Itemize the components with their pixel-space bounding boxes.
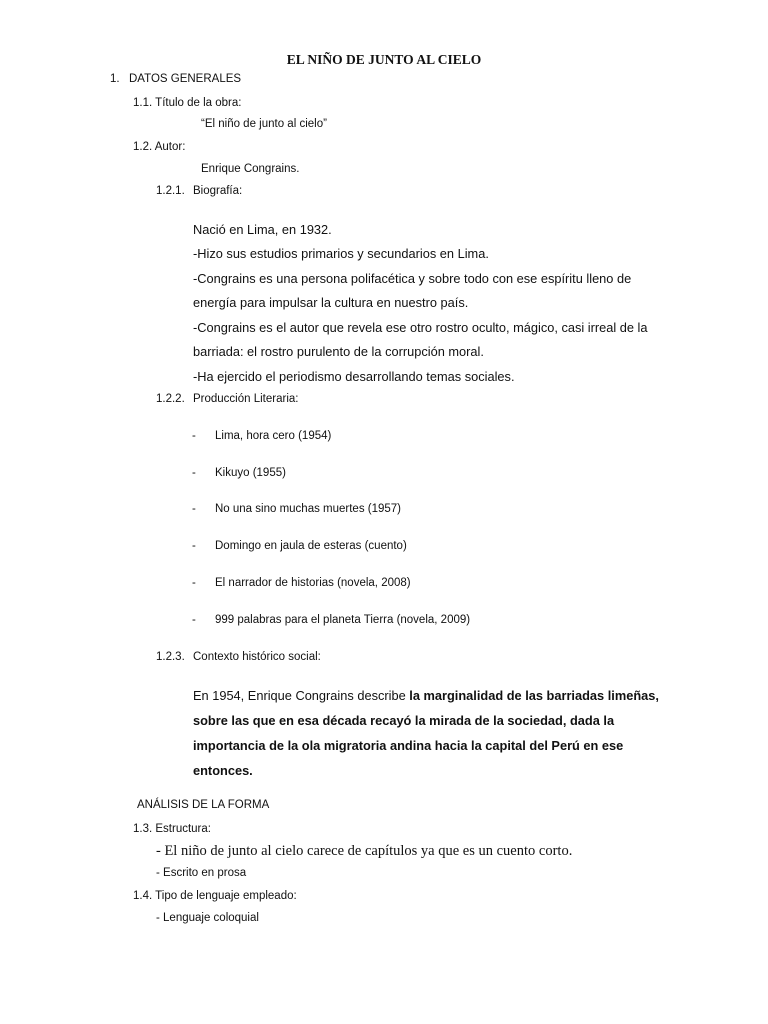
- section-1-2-1-number: 1.2.1.: [156, 185, 185, 197]
- language-type-line: - Lenguaje coloquial: [156, 912, 259, 924]
- context-paragraph-line: sobre las que en esa década recayó la mirada de la sociedad, dada la: [193, 713, 615, 728]
- biography-line: barriada: el rostro purulento de la corrupción moral.: [193, 344, 484, 359]
- biography-line: -Congrains es una persona polifacética y sobre todo con ese espíritu lleno de: [193, 271, 632, 286]
- section-1-4-heading: 1.4. Tipo de lenguaje empleado:: [133, 890, 297, 902]
- list-bullet: -: [192, 503, 196, 515]
- author-value: Enrique Congrains.: [201, 163, 300, 175]
- section-1-number: 1.: [110, 73, 120, 85]
- biography-line: Nació en Lima, en 1932.: [193, 222, 332, 237]
- list-bullet: -: [192, 614, 196, 626]
- publication-item: Lima, hora cero (1954): [215, 430, 332, 442]
- publication-item: Kikuyo (1955): [215, 467, 286, 479]
- biography-line: -Congrains es el autor que revela ese otro rostro oculto, mágico, casi irreal de la: [193, 320, 648, 335]
- list-bullet: -: [192, 467, 196, 479]
- list-bullet: -: [192, 430, 196, 442]
- context-paragraph-line: entonces.: [193, 763, 253, 778]
- section-1-2-3-heading: Contexto histórico social:: [193, 651, 321, 663]
- context-emphasis: la marginalidad de las barriadas limeñas,: [409, 688, 659, 703]
- list-bullet: -: [192, 577, 196, 589]
- publication-item: 999 palabras para el planeta Tierra (novela, 2009): [215, 614, 471, 626]
- section-1-heading: DATOS GENERALES: [129, 73, 242, 85]
- section-1-2-1-heading: Biografía:: [193, 185, 243, 197]
- biography-line: energía para impulsar la cultura en nuestro país.: [193, 295, 469, 310]
- structure-line: - El niño de junto al cielo carece de capítulos ya que es un cuento corto.: [156, 843, 573, 859]
- document-title: EL NIÑO DE JUNTO AL CIELO: [286, 52, 482, 67]
- section-1-2-3-number: 1.2.3.: [156, 651, 185, 663]
- publication-item: Domingo en jaula de esteras (cuento): [215, 540, 407, 552]
- section-1-2-2-number: 1.2.2.: [156, 393, 185, 405]
- section-1-2-heading: 1.2. Autor:: [133, 141, 186, 153]
- list-bullet: -: [192, 540, 196, 552]
- section-1-1-heading: 1.1. Título de la obra:: [133, 97, 242, 109]
- publication-item: No una sino muchas muertes (1957): [215, 503, 402, 515]
- publication-item: El narrador de historias (novela, 2008): [215, 577, 411, 589]
- context-lead: En 1954, Enrique Congrains describe: [193, 688, 406, 703]
- biography-line: -Ha ejercido el periodismo desarrollando temas sociales.: [193, 369, 515, 384]
- structure-line: - Escrito en prosa: [156, 867, 247, 879]
- section-1-3-heading: 1.3. Estructura:: [133, 823, 211, 835]
- context-paragraph-line: [193, 688, 659, 703]
- work-title-value: “El niño de junto al cielo”: [201, 118, 327, 130]
- analysis-heading: ANÁLISIS DE LA FORMA: [137, 799, 270, 811]
- context-paragraph-line: importancia de la ola migratoria andina hacia la capital del Perú en ese: [193, 738, 624, 753]
- section-1-2-2-heading: Producción Literaria:: [193, 393, 299, 405]
- biography-line: -Hizo sus estudios primarios y secundarios en Lima.: [193, 246, 489, 261]
